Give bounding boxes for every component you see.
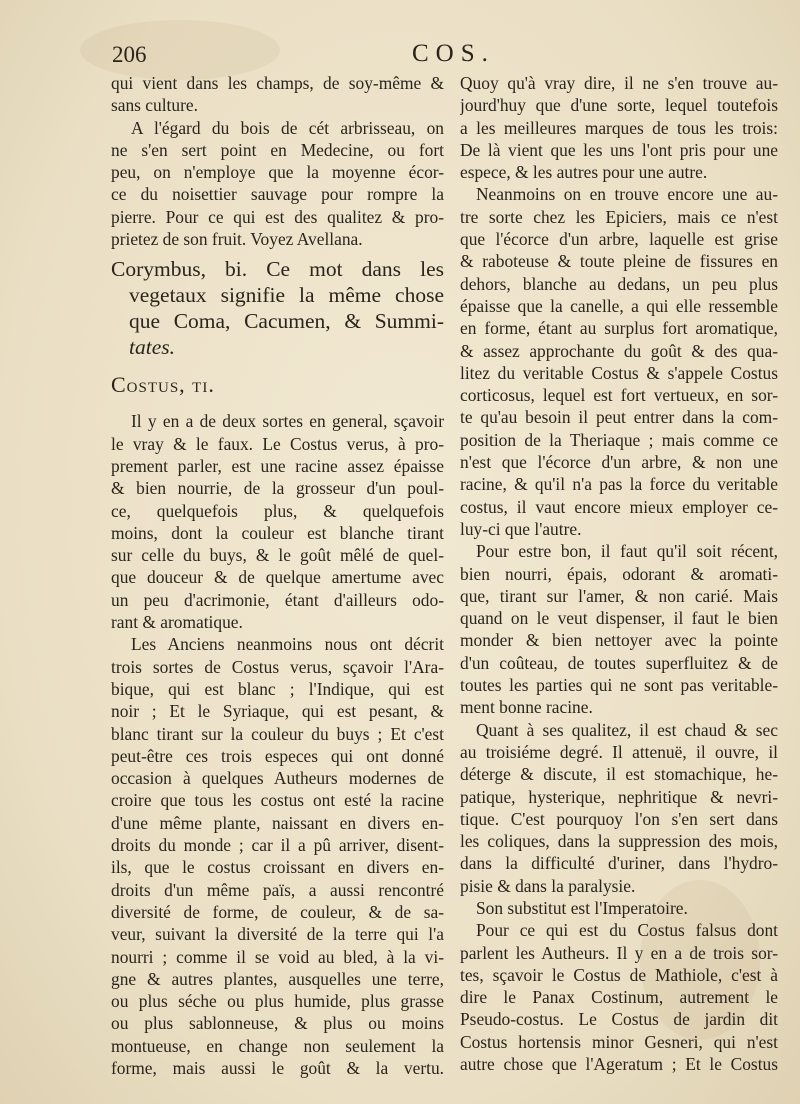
text-line: Quoy qu'à vray dire, il ne s'en trouve au-	[460, 73, 778, 93]
text-line: sur celle du buys, & le goût mêlé de quel-	[111, 545, 444, 566]
paragraph	[460, 919, 778, 1075]
text-line: peut-être ces trois especes qui ont donné	[111, 745, 444, 766]
page-number: 206	[112, 42, 147, 67]
entry-line: vegetaux signifie la même chose	[129, 283, 444, 308]
text-line: Costus hortensis minor Gesneri, qui n'est	[460, 1031, 778, 1052]
text-line: que, tirant sur l'amer, & non carié. Mais	[460, 585, 778, 606]
text-line: parlent les Autheurs. Il y en a de trois sor-	[460, 942, 778, 963]
text-line: le vray & le faux. Le Costus verus, à pro-	[111, 433, 444, 454]
text-line: sans culture.	[111, 95, 198, 116]
text-line: tre sorte chez les Epiciers, mais ce n'est	[460, 206, 778, 227]
text-line: blanc tirant sur la couleur du buys ; Et c'est	[111, 723, 444, 744]
entry-line: Corymbus, bi. Ce mot dans les	[111, 257, 444, 282]
entry-corymbus	[111, 256, 444, 360]
text-line: ce, quelquefois plus, & quelquefois	[111, 500, 444, 521]
paragraph	[111, 117, 444, 251]
text-line: costus, il vaut encore mieux employer ce-	[460, 496, 778, 517]
text-line: ou plus sablonneuse, & plus ou moins	[111, 1013, 444, 1034]
text-line: prietez de son fruit. Voyez Avellana.	[111, 229, 363, 250]
text-line: déterge & discute, il est stomachique, he-	[460, 764, 778, 785]
page-header	[0, 42, 800, 72]
text-line: forme, mais aussi le goût & la vertu.	[111, 1057, 444, 1078]
text-line: droits d'un même païs, a aussi rencontré	[111, 879, 444, 900]
text-line: quand on le veut dispenser, il faut le bien	[460, 608, 778, 629]
paragraph	[111, 72, 444, 117]
text-line: qui vient dans les champs, de soy-même &	[111, 73, 444, 93]
text-line: au troisiéme degré. Il attenuë, il ouvre, il	[460, 741, 778, 762]
text-line: bien nourri, épais, odorant & aromati-	[460, 563, 778, 584]
entry-line: tates.	[129, 335, 175, 360]
paragraph	[460, 540, 778, 718]
text-line: ment bonne racine.	[460, 697, 593, 718]
text-line: nourri ; comme il se void au bled, à la vi-	[111, 946, 444, 967]
text-line: d'un coûteau, de toutes superfluitez & de	[460, 652, 778, 673]
text-line: Pseudo-costus. Le Costus de jardin dit	[460, 1009, 778, 1030]
text-line: espece, & les autres pour une autre.	[460, 162, 708, 183]
text-line: en forme, étant au surplus fort aromatique,	[460, 318, 778, 339]
text-line: A l'égard du bois de cét arbrisseau, on	[131, 117, 444, 138]
paragraph	[111, 410, 444, 633]
text-line: ou plus séche ou plus humide, plus grasse	[111, 991, 444, 1012]
text-line: noir ; Et le Syriaque, qui est pesant, &	[111, 701, 444, 722]
text-line: ils, que le costus croissant en divers en-	[111, 857, 444, 878]
text-line: n'est que l'écorce d'un arbre, & non une	[460, 452, 778, 473]
text-line: pierre. Pour ce qui est des qualitez & pro-	[111, 206, 444, 227]
entry-line: que Coma, Cacumen, & Summi-	[129, 309, 444, 334]
text-line: montueuse, en change non seulement la	[111, 1035, 444, 1056]
text-line: les coliques, dans la suppression des mois,	[460, 831, 778, 852]
text-line: droits du monde ; car il a pû arriver, disent-	[111, 835, 444, 856]
paragraph	[460, 72, 778, 183]
entry-heading: Costus, ti.	[111, 372, 215, 398]
text-line: litez du veritable Costus & s'appele Costus	[460, 362, 778, 383]
text-line: moins, dont la couleur est blanche tirant	[111, 522, 444, 543]
paragraph	[460, 183, 778, 540]
text-line: veur, suivant la diversité de la terre qui l'a	[111, 924, 444, 945]
entry-costus-heading	[111, 372, 444, 398]
text-line: peu, on n'employe que la moyenne écor-	[111, 162, 444, 183]
paragraph	[111, 633, 444, 1079]
text-line: Pour estre bon, il faut qu'il soit récent,	[476, 541, 778, 562]
text-line: monder & bien nettoyer avec la pointe	[460, 630, 778, 651]
text-line: autre chose que l'Ageratum ; Et le Costus	[460, 1054, 778, 1075]
text-line: racine, & qu'il n'a pas la force du veritable	[460, 474, 778, 495]
text-line: a les meilleures marques de tous les trois:	[460, 117, 778, 138]
text-line: ce du noisettier sauvage pour rompre la	[111, 184, 444, 205]
text-line: que l'écorce d'un arbre, laquelle est grise	[460, 229, 778, 250]
text-line: occasion à quelques Autheurs modernes de	[111, 768, 444, 789]
text-line: rant & aromatique.	[111, 612, 243, 633]
text-line: Neanmoins on en trouve encore une au-	[476, 184, 778, 205]
text-line: diversité de forme, de couleur, & de sa-	[111, 901, 444, 922]
text-line: croire que tous les costus ont esté la racine	[111, 790, 444, 811]
text-line: luy-ci que l'autre.	[460, 518, 582, 539]
text-line: Quant à ses qualitez, il est chaud & sec	[476, 719, 778, 740]
text-line: épaisse que la canelle, a qui elle ressemble	[460, 295, 778, 316]
text-line: Son substitut est l'Imperatoire.	[476, 897, 688, 918]
text-line: & raboteuse & toute pleine de fissures en	[460, 251, 778, 272]
left-column	[111, 72, 444, 1079]
text-line: trois sortes de Costus verus, sçavoir l'Ara-	[111, 656, 444, 677]
text-line: dehors, blanche au dedans, un peu plus	[460, 273, 778, 294]
text-line: & bien nourrie, de la grosseur d'un poul-	[111, 478, 444, 499]
text-line: dans la difficulté d'uriner, dans l'hydro-	[460, 853, 778, 874]
text-line: corticosus, lequel est fort vertueux, en sor-	[460, 385, 778, 406]
running-head: COS.	[412, 40, 495, 67]
text-line: Il y en a de deux sortes en general, sçavoir	[131, 411, 444, 432]
text-line: pisie & dans la paralysie.	[460, 875, 636, 896]
text-line: toutes les parties qui ne sont pas veritable-	[460, 675, 778, 696]
text-line: te qu'au besoin il peut entrer dans la com-	[460, 407, 778, 428]
text-line: De là vient que les uns l'ont pris pour une	[460, 139, 778, 160]
text-line: Pour ce qui est du Costus falsus dont	[476, 920, 778, 941]
text-line: bique, qui est blanc ; l'Indique, qui est	[111, 678, 444, 699]
text-line: position de la Theriaque ; mais comme ce	[460, 429, 778, 450]
text-line: & assez approchante du goût & des qua-	[460, 340, 778, 361]
text-line: patique, hysterique, nephritique & nevri-	[460, 786, 778, 807]
text-line: d'une même plante, naissant en divers en-	[111, 812, 444, 833]
paragraph	[460, 719, 778, 897]
text-line: tes, sçavoir le Costus de Mathiole, c'est à	[460, 964, 778, 985]
text-line: jourd'huy que d'une sorte, lequel toutefois	[460, 95, 778, 116]
text-line: dire le Panax Costinum, autrement le	[460, 987, 778, 1008]
right-column	[460, 72, 778, 1075]
text-line: Les Anciens neanmoins nous ont décrit	[131, 634, 444, 655]
text-line: que douceur & de quelque amertume avec	[111, 567, 444, 588]
text-line: tique. C'est pourquoy l'on s'en sert dans	[460, 808, 778, 829]
text-line: gne & autres plantes, ausquelles une terre,	[111, 968, 444, 989]
paragraph	[460, 897, 778, 919]
text-line: un peu d'acrimonie, étant d'ailleurs odo-	[111, 589, 444, 610]
text-line: prement parler, est une racine assez épaisse	[111, 455, 444, 476]
text-line: ne s'en sert point en Medecine, ou fort	[111, 139, 444, 160]
